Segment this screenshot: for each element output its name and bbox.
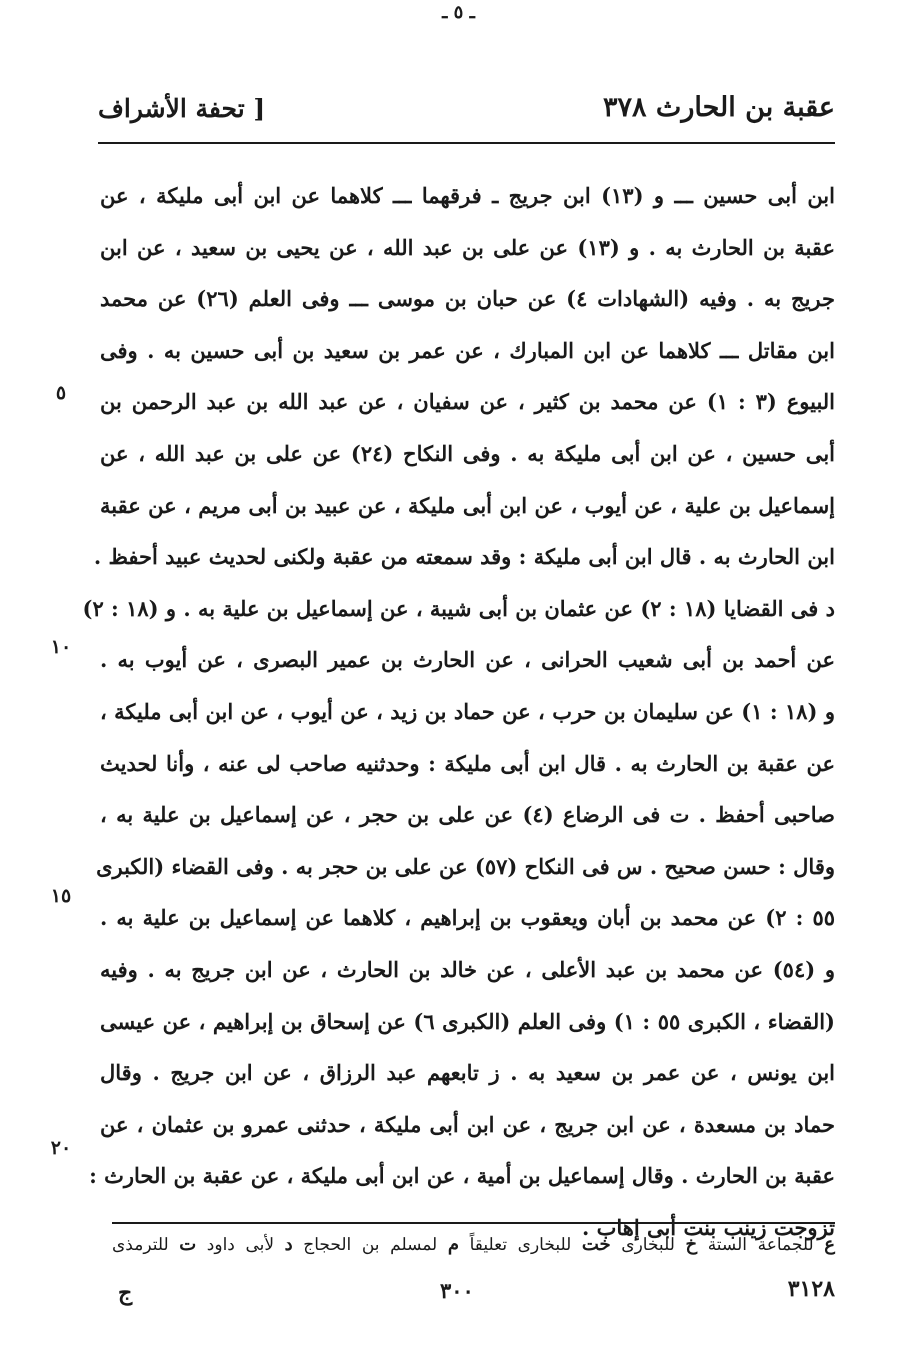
volume-mark: ج	[118, 1280, 133, 1306]
text-line: ابن مقاتل ـــ كلاهما عن ابن المبارك ، عن عمر بن سعيد بن أبى حسين به . وفى	[100, 337, 835, 363]
text-line: حماد بن مسعدة ، عن ابن جريج ، عن ابن أبى مليكة ، حدثنى عمرو بن عثمان ، عن	[100, 1111, 835, 1137]
text-line: إسماعيل بن علية ، عن أيوب ، عن ابن أبى مليكة ، عن عبيد بن أبى مريم ، عن عقبة	[100, 492, 835, 518]
page-header	[98, 92, 835, 132]
header-book-title: [ تحفة الأشراف	[98, 94, 266, 123]
text-line: و (٥٤) عن محمد بن عبد الأعلى ، عن خالد بن الحارث ، عن ابن جريج به . وفيه	[100, 956, 835, 982]
abbrev-item: خت للبخارى تعليقاً	[469, 1234, 611, 1255]
margin-line-number: ١٥	[50, 885, 72, 907]
text-line: عقبة بن الحارث به . و (١٣) عن على بن عبد الله ، عن يحيى بن سعيد ، عن ابن	[100, 234, 835, 260]
main-text	[82, 170, 836, 1253]
abbrev-item: د لأبى داود	[206, 1234, 293, 1255]
abbreviation-key	[112, 1230, 835, 1260]
text-line: صاحبى أحفظ . ت فى الرضاع (٤) عن على بن حجر ، عن إسماعيل بن علية به ،	[100, 802, 835, 828]
text-line: (القضاء ، الكبرى ٥٥ : ١) وفى العلم (الكبرى ٦) عن إسحاق بن إبراهيم ، عن عيسى	[100, 1008, 835, 1034]
text-line: عن عقبة بن الحارث به . قال ابن أبى مليكة : وحدثنيه صاحب لى عنه ، وأنا لحديث	[100, 750, 835, 776]
margin-line-number: ١٠	[50, 636, 72, 658]
margin-line-number: ٢٠	[50, 1137, 72, 1159]
page-top-mark: ـ ٥ ـ	[442, 2, 475, 23]
text-line: عن أحمد بن أبى شعيب الحرانى ، عن الحارث بن عمير البصرى ، عن أيوب به .	[100, 647, 835, 673]
abbrev-item: ع للجماعة الستة	[707, 1234, 835, 1255]
abbrev-item: ت للترمذى	[112, 1234, 197, 1255]
footnote-rule	[112, 1222, 835, 1224]
text-line: ابن يونس ، عن عمر بن سعيد به . ز تابعهم عبد الرزاق ، عن ابن جريج . وقال	[100, 1060, 835, 1086]
text-line: و (١٨ : ١) عن سليمان بن حرب ، عن حماد بن زيد ، عن أيوب ، عن ابن أبى مليكة ،	[100, 698, 836, 724]
text-line: البيوع (٣ : ١) عن محمد بن كثير ، عن سفيان ، عن عبد الله بن عبد الرحمن بن	[100, 389, 836, 415]
text-line: أبى حسين ، عن ابن أبى مليكة به . وفى النكاح (٢٤) عن على بن عبد الله ، عن	[100, 440, 835, 466]
header-chapter-title: عقبة بن الحارث ٣٧٨	[602, 92, 835, 123]
abbrev-item: خ للبخارى	[621, 1234, 698, 1255]
text-line: عقبة بن الحارث . وقال إسماعيل بن أمية ، عن ابن أبى مليكة ، عن عقبة بن الحارث :	[89, 1163, 835, 1189]
hadith-number: ٣١٢٨	[787, 1276, 835, 1302]
text-line: وقال : حسن صحيح . س فى النكاح (٥٧) عن على بن حجر به . وفى القضاء (الكبرى	[96, 853, 835, 879]
text-line: ابن أبى حسين ـــ و (١٣) ابن جريج ـ فرقهما ـــ كلاهما عن ابن أبى مليكة ، عن	[100, 183, 835, 208]
abbrev-item: م لمسلم بن الحجاج	[303, 1234, 459, 1255]
text-line: ابن الحارث به . قال ابن أبى مليكة : وقد سمعته من عقبة ولكنى لحديث عبيد أحفظ .	[93, 544, 835, 570]
header-rule	[98, 142, 835, 144]
text-line: تزوجت زينب بنت أبى إهاب .	[581, 1214, 835, 1240]
text-line: ٥٥ : ٢) عن محمد بن أبان ويعقوب بن إبراهيم ، كلاهما عن إسماعيل بن علية به .	[100, 905, 836, 931]
text-line: د فى القضايا (١٨ : ٢) عن عثمان بن أبى شيبة ، عن إسماعيل بن علية به . و (١٨ : ٢)	[82, 595, 835, 621]
page-number: ٣٠٠	[440, 1278, 474, 1303]
text-line: جريج به . وفيه (الشهادات ٤) عن حبان بن موسى ـــ وفى العلم (٢٦) عن محمد	[100, 286, 835, 312]
margin-line-number: ٥	[55, 382, 67, 404]
